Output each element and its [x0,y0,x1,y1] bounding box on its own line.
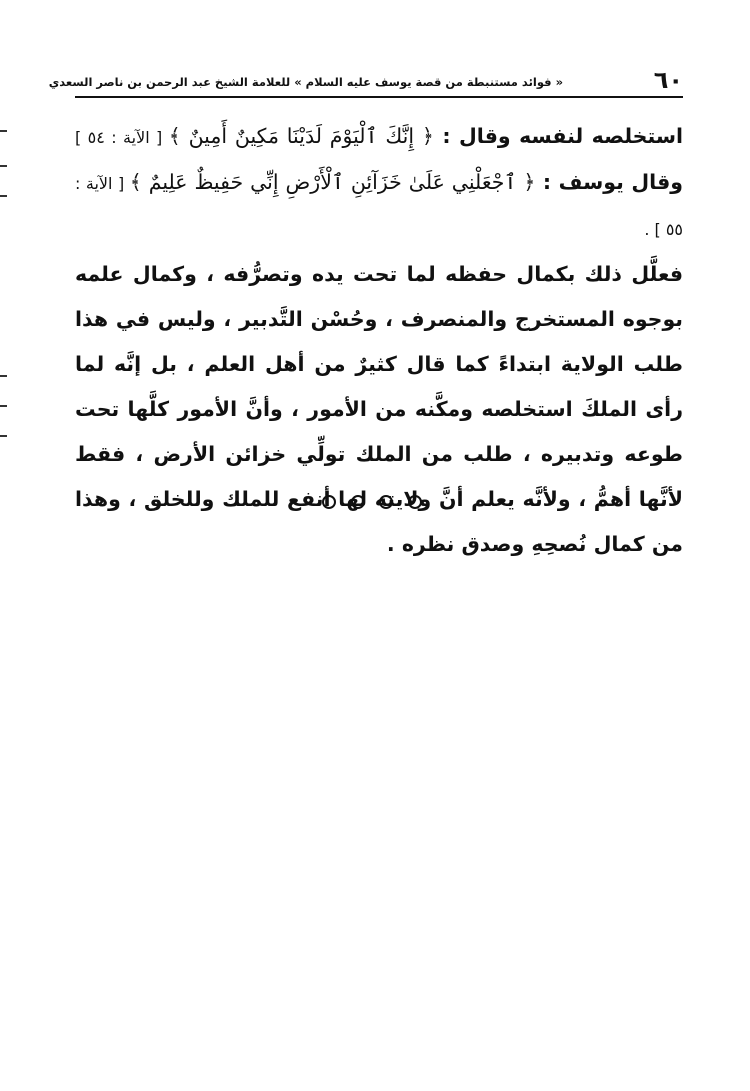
margin-mark [0,195,7,197]
text-run: وقال يوسف : [535,170,684,194]
page-number: ٦٠ [653,66,683,94]
verse-reference: [ الآية : ٥٥ ] . [75,174,683,239]
running-title: « فوائد مستنبطة من قصة يوسف عليه السلام » للعلامة الشيخ عبد الرحمن بن ناصر السعدي [48,75,563,89]
quran-verse: ﴿ ٱجْعَلْنِي عَلَىٰ خَزَآئِنِ ٱلْأَرْضِ إِنِّي حَفِيظٌ عَلِيمٌ ﴾ [129,170,536,194]
margin-mark [0,375,7,377]
circle-ornament-icon [351,495,365,509]
text-paragraph: فعلَّل ذلك بكمال حفظه لما تحت يده وتصرُّفه ، وكمال علمه بوجوه المستخرج والمنصرف ، وحُسْن التَّدبير ، وليس في هذا طلب الولاية ابتداءً كما قال كثيرٌ من أهل العلم ، بل إنَّه لما رأى الملكَ استخلصه ومكَّنه من الأمور ، وأنَّ الأمور كلَّها تحت طوعه وتدبيره ، طلب من الملك تولِّي خزائن الأرض ، فقط لأنَّها أهمُّ ، ولأنَّه يعلم أنَّ ولايته لها أنفع للملك وللخلق ، وهذا من كمال نُصحِهِ وصدق نظره . [75,262,683,556]
quran-verse: ﴿ إِنَّكَ ٱلْيَوْمَ لَدَيْنَا مَكِينٌ أَمِينٌ ﴾ [168,124,434,148]
margin-mark [0,165,7,167]
end-mark [322,487,422,517]
verse-reference: [ الآية : ٥٤ ] [75,128,169,147]
margin-mark [0,435,7,437]
margin-mark [0,130,7,132]
circle-ornament-icon [408,495,422,509]
text-paragraph [75,114,683,252]
circle-ornament-icon [379,495,393,509]
page-header [48,66,683,96]
header-rule [75,96,683,98]
margin-mark [0,405,7,407]
text-run: استخلصه لنفسه وقال : [433,124,684,148]
circle-ornament-icon [322,495,336,509]
